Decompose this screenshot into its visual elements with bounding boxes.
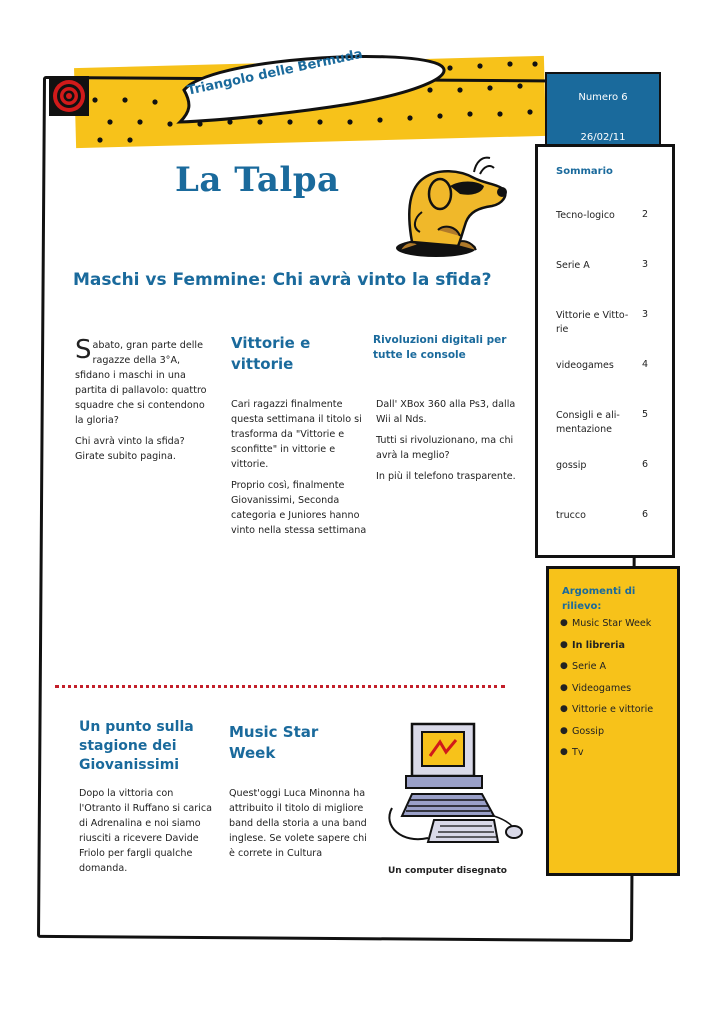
col3-heading-text: Rivoluzioni digitali per tutte le console xyxy=(373,334,507,361)
toc-item[interactable]: trucco xyxy=(556,510,586,521)
toc-page: 5 xyxy=(641,409,648,420)
topic-item[interactable]: ● Music Star Week xyxy=(560,618,652,629)
topics-list xyxy=(560,618,670,769)
main-article-para-2: Chi avrà vinto la sfida? Girate subito pagina. xyxy=(75,436,185,462)
col2-heading xyxy=(231,333,361,375)
sommario-panel xyxy=(535,144,675,558)
masthead-title: La Talpa xyxy=(175,160,340,200)
bottom-mid-heading xyxy=(229,722,349,764)
topic-item[interactable]: ● Videogames xyxy=(560,682,632,694)
main-headline: Maschi vs Femmine: Chi avrà vinto la sfida? xyxy=(73,270,492,290)
col3-para-2: Tutti si rivoluzionano, ma chi avrà la meglio? xyxy=(376,435,514,461)
banner-text: Triangolo delle Bermuda xyxy=(186,46,365,99)
toc-item[interactable]: Serie A xyxy=(556,260,590,271)
toc-page: 2 xyxy=(641,209,648,220)
toc-page: 6 xyxy=(641,509,648,520)
mole-illustration xyxy=(378,150,538,262)
toc-page: 3 xyxy=(641,309,648,320)
bullet-icon: ● xyxy=(560,682,568,693)
bottom-left-heading-text: Un punto sulla stagione dei Giovanissimi xyxy=(79,719,194,773)
col3-body xyxy=(376,397,524,490)
dotted-separator xyxy=(55,685,505,688)
col3-para-1: Dall' XBox 360 alla Ps3, dalla Wii al Nds. xyxy=(376,399,516,425)
topic-item[interactable]: ● Serie A xyxy=(560,661,607,672)
bullet-icon: ● xyxy=(560,725,568,736)
sommario-title: Sommario xyxy=(556,166,613,177)
main-article-text: abato, gran parte delle ragazze della 3°A, sfidano i maschi in una partita di pallavolo: quattro squadre che si contendono la gloria? xyxy=(75,340,207,426)
bottom-mid-heading-text: Music Star Week xyxy=(229,723,319,762)
toc-item[interactable]: Tecno-logico xyxy=(556,210,615,221)
col3-heading xyxy=(373,333,513,363)
bullet-icon: ● xyxy=(560,704,568,714)
topic-item[interactable]: ● In libreria xyxy=(560,639,625,651)
main-article-body xyxy=(75,335,215,470)
issue-date: 26/02/11 xyxy=(580,132,626,143)
col2-para-1: Cari ragazzi finalmente questa settimana il titolo si trasforma da "Vittorie e sconfitte" in vittorie e vittorie. xyxy=(231,399,362,470)
toc-item[interactable]: videogames xyxy=(556,360,614,371)
topics-title: Argomenti di rilievo: xyxy=(562,586,636,612)
computer-caption: Un computer disegnato xyxy=(388,866,507,876)
bullet-icon: ● xyxy=(560,661,568,671)
bottom-mid-body: Quest'oggi Luca Minonna ha attribuito il titolo di migliore band della storia a una band inglese. Se volete sapere chi è correte in Cultura xyxy=(229,788,367,859)
main-article-para-1 xyxy=(75,335,215,428)
computer-illustration xyxy=(382,716,532,866)
toc-item[interactable]: Vittorie e Vitto-rie xyxy=(556,310,629,335)
topic-item[interactable]: ● Vittorie e vittorie xyxy=(560,704,654,715)
toc-page: 6 xyxy=(641,459,648,470)
issue-number: Numero 6 xyxy=(578,92,628,103)
bottom-left-body: Dopo la vittoria con l'Otranto il Ruffano si carica di Adrenalina e noi siamo riusciti a ricevere Davide Friolo per fargli qualche domanda. xyxy=(79,788,213,874)
toc-item[interactable]: gossip xyxy=(556,460,587,471)
topic-item[interactable]: ● Tv xyxy=(560,747,584,758)
bullet-icon: ● xyxy=(560,639,568,650)
bullet-icon: ● xyxy=(560,618,568,628)
bullet-icon: ● xyxy=(560,747,568,757)
topic-item[interactable]: ● Gossip xyxy=(560,725,605,737)
col2-body xyxy=(231,397,371,544)
drop-cap: S xyxy=(75,335,92,365)
toc-item[interactable]: Consigli e ali-mentazione xyxy=(556,410,620,435)
bottom-left-heading xyxy=(79,718,219,775)
col2-heading-text: Vittorie e vittorie xyxy=(231,334,311,373)
col3-para-3: In più il telefono trasparente. xyxy=(376,471,516,482)
toc-page: 3 xyxy=(641,259,648,270)
toc-page: 4 xyxy=(641,359,648,370)
col2-para-2: Proprio così, finalmente Giovanissimi, Seconda categoria e Juniores hanno vinto nella stessa settimana xyxy=(231,480,367,536)
